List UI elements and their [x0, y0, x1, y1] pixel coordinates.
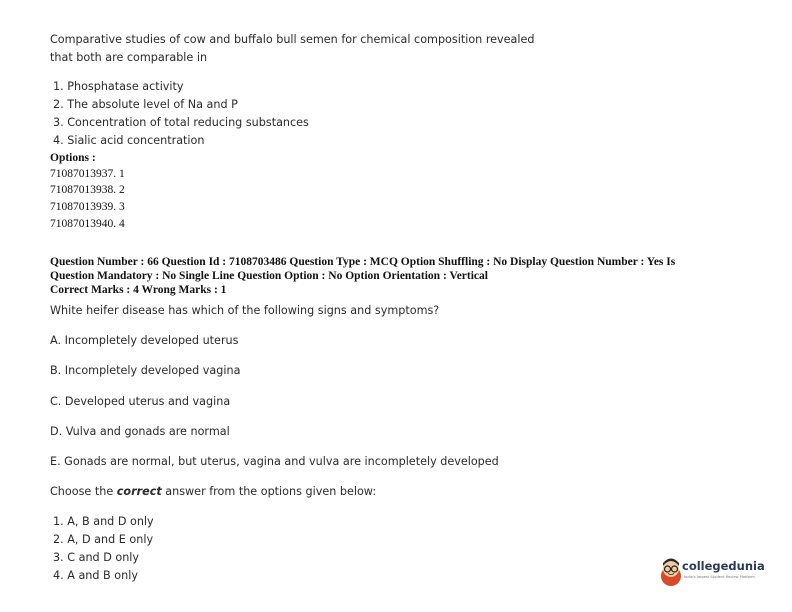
collegedunia-logo: [658, 554, 770, 588]
option-code-2: 71087013938. 2: [50, 184, 125, 196]
choice-1: 1. A, B and D only: [53, 515, 154, 528]
statement-1: 1. Phosphatase activity: [53, 80, 184, 93]
option-code-1: 71087013937. 1: [50, 168, 125, 180]
statement-2: 2. The absolute level of Na and P: [53, 98, 238, 111]
choice-4: 4. A and B only: [53, 569, 138, 582]
question-intro: [50, 31, 535, 67]
statement-4: 4. Sialic acid concentration: [53, 134, 205, 147]
choose-prefix: Choose the: [50, 485, 117, 498]
item-c: C. Developed uterus and vagina: [50, 395, 231, 408]
metadata-line-1: Question Number : 66 Question Id : 7108703486 Question Type : MCQ Option Shuffling : No Display Question Number : Yes Is: [50, 256, 676, 268]
intro-line-2: that both are comparable in: [50, 51, 208, 64]
item-d: D. Vulva and gonads are normal: [50, 425, 230, 438]
choice-3: 3. C and D only: [53, 551, 140, 564]
choose-suffix: answer from the options given below:: [161, 485, 377, 498]
choose-instruction: [50, 485, 376, 498]
brand-tagline: India's largest Student Review Platform: [684, 575, 755, 579]
marks-line: Correct Marks : 4 Wrong Marks : 1: [50, 284, 227, 296]
intro-line-1: Comparative studies of cow and buffalo bull semen for chemical composition revealed: [50, 33, 535, 46]
statement-3: 3. Concentration of total reducing substances: [53, 116, 309, 129]
option-code-4: 71087013940. 4: [50, 218, 125, 230]
option-code-3: 71087013939. 3: [50, 201, 125, 213]
mascot-icon: [658, 554, 684, 588]
item-e: E. Gonads are normal, but uterus, vagina and vulva are incompletely developed: [50, 455, 499, 468]
choose-emphasis: correct: [116, 485, 162, 498]
item-b: B. Incompletely developed vagina: [50, 364, 241, 377]
options-label: Options :: [50, 152, 96, 164]
metadata-line-2: Question Mandatory : No Single Line Question Option : No Option Orientation : Vertical: [50, 270, 488, 282]
brand-name: collegedunia: [682, 559, 765, 573]
question-metadata: [50, 255, 750, 297]
choice-2: 2. A, D and E only: [53, 533, 154, 546]
question-text: White heifer disease has which of the following signs and symptoms?: [50, 304, 440, 317]
item-a: A. Incompletely developed uterus: [50, 334, 239, 347]
